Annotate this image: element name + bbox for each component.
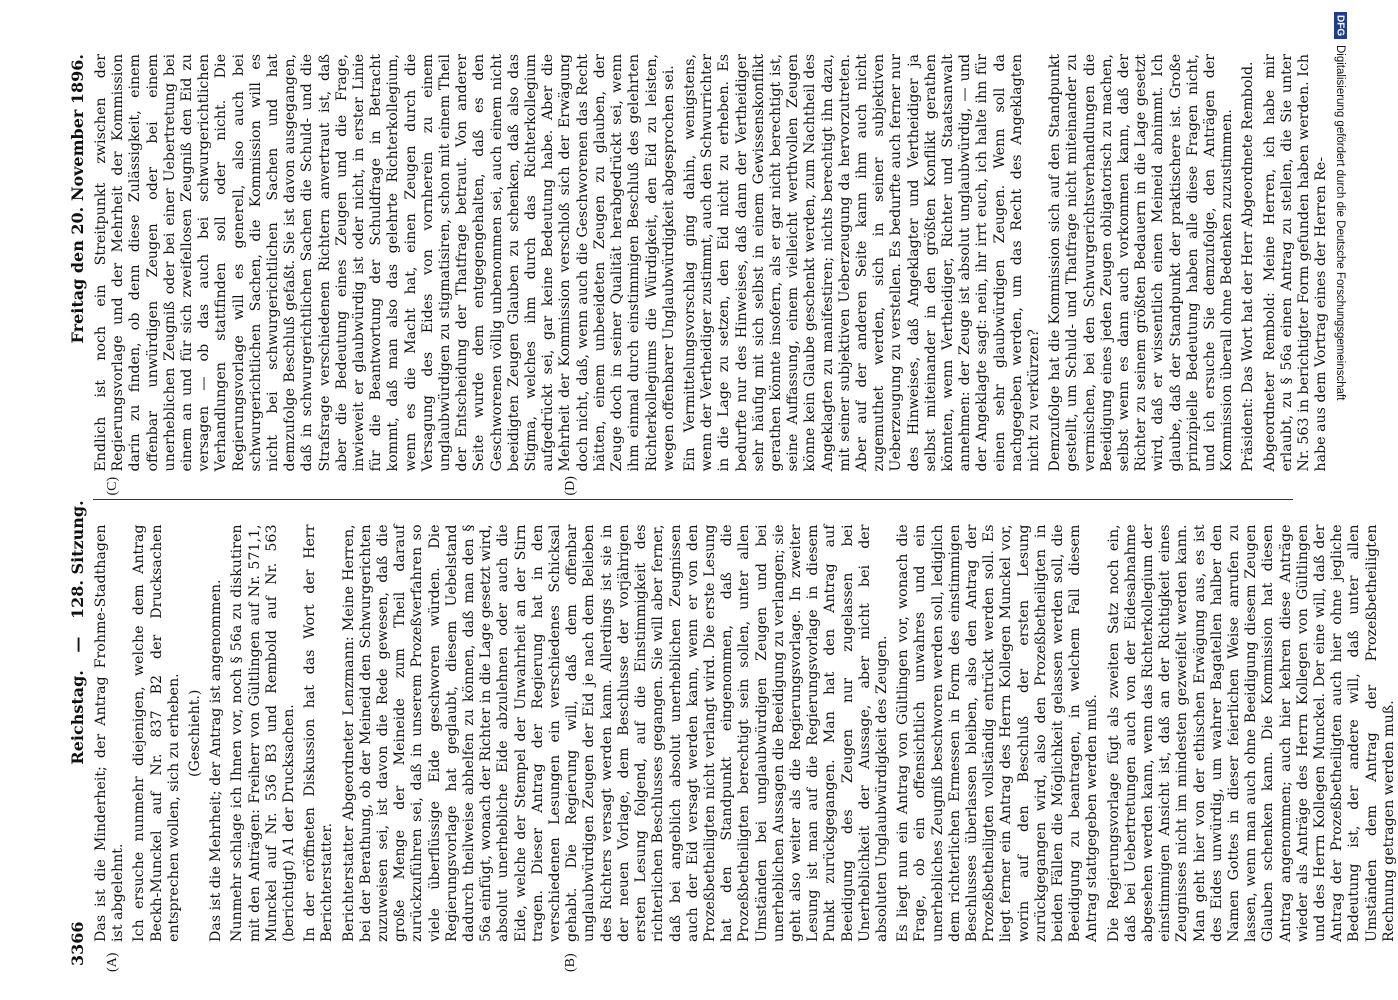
- paragraph: Das ist die Mehrheit; der Antrag ist angenommen.: [208, 579, 225, 942]
- margin-marker-c: (C): [105, 476, 120, 496]
- header-title-left: Reichstag.: [68, 670, 87, 765]
- funding-sidenote: [1335, 12, 1345, 988]
- paragraph: Präsident: Das Wort hat der Herr Abgeordnete Rembold.: [1240, 61, 1257, 472]
- header-title: [68, 343, 87, 921]
- header-separator: —: [68, 636, 87, 653]
- page-header: [68, 54, 87, 966]
- margin-marker-a: (A): [105, 952, 120, 972]
- paragraph: Endlich ist noch ein Streitpunkt zwischen der Regierungsvorlage und der Mehrheit der Kommission darin zu finden, ob denn diese Zulässigkeit, einem offenbar unwürdigen Zeugen oder bei einem unerheblichen Zeugniß oder bei einer Uebertretung bei einem an und für sich zweifellosen Zeugniß den Eid zu versagen — ob das auch bei schwurgerichtlichen Verhandlungen stattfinden soll oder nicht. Die Regierungsvorlage will es generell, also auch bei schwurgerichtlichen Sachen, die Kommission will es nicht bei schwurgerichtlichen Sachen und hat demzufolge Beschluß gefaßt. Sie ist davon ausgegangen, daß in schwurgerichtlichen Sachen die Schuld- und die Strafsrage verschiedenen Richtern anvertraut ist, daß aber die Bedeutung eines Zeugen und die Frage, inwieweit er glaubwürdig ist oder nicht, in erster Linie für die Beantwortung der Schuldfrage in Betracht kommt, daß man also das gelehrte Richterkollegium, wenn es die Macht hat, einen Zeugen durch die Versagung des Eides von vornherein zu einem unglaubwürdigen zu stigmatisiren, schon mit einem Theil der Entscheidung der Thatfrage betraut. Von anderer Seite wurde dem entgegengehalten, daß es den Geschworenen völlig unbenommen sei, auch einem nicht beeidigten Zeugen Glauben zu schenken, daß also das Stigma, welches ihm durch das Richterkollegium aufgedrückt sei, gar keine Bedeutung habe. Aber die Mehrheit der Kommission verschloß sich der Erwägung doch nicht, daß, wenn auch die Geschworenen das Recht hätten, einem unbeeideten Zeugen zu glauben, der Zeuge doch in seiner Qualität herabgedrückt sei, wenn ihm einmal durch einstimmigen Beschluß des gelehrten Richterkollegiums die Würdigkeit, den Eid zu leisten, wegen offenbarer Unglaubwürdigkeit abgesprochen sei.: [93, 54, 677, 472]
- paragraph: Die Regierungsvorlage fügt als zweiten Satz noch ein, daß bei Uebertretungen auch von der Eidesabnahme abgesehen werden kann, wenn das Richterkollegium der einstimmigen Ansicht ist, daß an der Richtigkeit eines Zeugnisses nicht im mindesten gezweifelt werden kann. Man geht hier von der ethischen Erwägung aus, es ist des Eides unwürdig, um wahrer Bagatellen halber den Namen Gottes in dieser feierlichen Weise anrufen zu lassen, wenn man auch ohne Beeidigung diesem Zeugen Glauben schenken kann. Die Kommission hat diesen Antrag angenommen; auch hier kehren diese Anträge wieder als Anträge des Herrn Kollegen von Gültlingen und des Herrn Kollegen Munckel. Der eine will, daß der Antrag der Prozeßbetheiligten auch hier ohne jegliche Bedeutung ist, der andere will, daß unter allen Umständen dem Antrag der Prozeßbetheiligten Rechnung getragen werden muß.: [1105, 524, 1397, 942]
- right-column: [93, 54, 1330, 501]
- paragraph: In der eröffneten Diskussion hat das Wort der Herr Berichterstatter.: [302, 524, 336, 942]
- margin-marker-b: (B): [563, 953, 578, 972]
- page-number: 3366: [68, 921, 87, 966]
- funding-text: Digitalisierung gefördert durch die Deutsche Forschungsgemeinschaft: [1334, 45, 1346, 401]
- dfg-logo: DFG: [1334, 12, 1347, 39]
- paragraph: Es liegt nun ein Antrag von Gültlingen vor, wonach die Frage, ob ein offensichtlich unwahres und ein unerhebliches Zeugniß beschworen werden soll, lediglich dem richterlichen Ermessen in Form des einstimmigen Beschlusses überlassen bleiben, also den Antrag der Prozeßbetheiligten vollständig entrückt werden soll. Es liegt ferner ein Antrag des Herrn Kollegen Munckel vor, worin auf den Beschluß der ersten Lesung zurückgegangen wird, also den Prozeßbetheiligten in beiden Fällen die Möglichkeit gelassen werden soll, die Beeidigung zu beantragen, in welchem Fall diesem Antrag stattgegeben werden muß.: [895, 524, 1101, 942]
- paragraph: Abgeordneter Rembold: Meine Herren, ich habe mir erlaubt, zu § 56a einen Antrag zu stellen, die Sie unter Nr. 563 in berichtigter Form gefunden haben werden. Ich habe aus dem Vortrag eines der Herren Re-: [1261, 54, 1330, 472]
- paragraph: (Geschieht.): [187, 689, 204, 777]
- header-session: 128. Sitzung.: [68, 500, 87, 619]
- paragraph: Demzufolge hat die Kommission sich auf den Standpunkt gestellt, um Schuld- und Thatfrage nicht miteinander zu vermischen, bei den Schwurgerichtsverhandlungen die Beeidigung eines jeden Zeugen obligatorisch zu machen, selbst wenn es dann auch vorkommen kann, daß der Richter zu seinem größten Bedauern in die Lage gesetzt wird, daß er wissentlich einen Meineid abnimmt. Ich glaube, daß der Standpunkt der praktischere ist. Große prinzipielle Bedeutung haben alle diese Fragen nicht, und ich ersuche Sie demzufolge, den Anträgen der Kommission überall ohne Bedenken zuzustimmen.: [1047, 54, 1236, 472]
- paragraph: Ich ersuche nunmehr diejenigen, welche dem Antrag Beckh-Munckel auf Nr. 837 B2 der Drucksachen entsprechen wollen, sich zu erheben.: [131, 524, 182, 942]
- margin-marker-d: (D): [563, 476, 578, 496]
- paragraph: Das ist die Minderheit; der Antrag Frohme-Stadthagen ist abgelehnt.: [93, 524, 127, 942]
- header-date: Freitag den 20. November 1896.: [68, 54, 87, 344]
- paragraph: Ein Vermittelungsvorschlag ging dahin, wenigstens, wenn der Vertheidiger zustimmt, auch den Schwurrichter in die Lage zu setzen, den Eid nicht zu erheben. Es bedurfte nur des Hinweises, daß dann der Vertheidiger sehr häufig mit sich selbst in einem Gewissenskonflikt gerathen könnte insofern, als er gar nicht berechtigt ist, seine Auffassung, einem vielleicht werthvollen Zeugen könne kein Glaube geschenkt werden, zum Nachtheil des Angeklagten zu manifestiren; nichts berechtigt ihn dazu, mit seiner subjektiven Ueberzeugung da hervorzutreten. Aber auf der anderen Seite kann ihm auch nicht zugemuthet werden, sich in seiner subjektiven Ueberzeugung zu verstellen. Es bedurfte auch ferner nur des Hinweises, daß Angeklagter und Vertheidiger ja selbst miteinander in den größten Konflikt gerathen könnten, wenn Vertheidiger, Richter und Staatsanwalt annehmen: der Zeuge ist absolut unglaubwürdig, — und der Angeklagte sagt: nein, ihr irrt euch, ich halte ihn für einen sehr glaubwürdigen Zeugen. Wenn soll da nachgegeben werden, um das Recht des Angeklagten nicht zu verkürzen?: [681, 54, 1042, 472]
- left-column: [93, 524, 1397, 972]
- paragraph: Berichterstatter Abgeordneter Lenzmann: Meine Herren, bei der Berathung, ob der Meineid den Schwurgerichten zuzuweisen sei, ist davon die Rede gewesen, daß die große Menge der Meineide zum Theil darauf zurückzuführen sei, daß in unserem Prozeßverfahren so viele überflüssige Eide geschworen würden. Die Regierungsvorlage hat geglaubt, diesem Uebelstand dadurch theilweise abhelfen zu können, daß man den § 56a einfügt, wonach der Richter in die Lage gesetzt wird, absolut unerhebliche Eide abzulehnen oder auch die Eide, welche der Stempel der Unwahrheit an der Stirn tragen. Dieser Antrag der Regierung hat in den verschiedenen Lesungen ein verschiedenes Schicksal gehabt. Die Regierung will, daß dem offenbar unglaubwürdigen Zeugen der Eid je nach dem Belieben des Richters versagt werden kann. Allerdings ist sie in der neuen Vorlage, dem Beschlusse der vorjährigen ersten Lesung folgend, auf die Einstimmigkeit des richterlichen Beschlusses gegangen. Sie will aber ferner, daß bei angeblich absolut unerheblichen Zeugnissen auch der Eid versagt werden kann, wenn er von den Prozeßbetheiligten nicht verlangt wird. Die erste Lesung hat den Standpunkt eingenommen, daß die Prozeßbetheiligten berechtigt sein sollen, unter allen Umständen bei unglaubwürdigen Zeugen und bei unerheblichen Aussagen die Beeidigung zu verlangen; sie geht also weiter als die Regierungsvorlage. In zweiter Lesung ist man auf die Regierungsvorlage in diesem Punkt zurückgegangen. Man hat den Antrag auf Beeidigung des Zeugen nur zugelassen bei Unerheblichkeit der Aussage, aber nicht bei der absoluten Unglaubwürdigkeit des Zeugen.: [340, 524, 890, 942]
- paragraph: Nunmehr schlage ich Ihnen vor, noch § 56a zu diskutiren mit den Anträgen: Freiherr von Gültlingen auf Nr. 571,1, Munckel auf Nr. 536 B3 und Rembold auf Nr. 563 (berichtigt) A1 der Drucksachen.: [229, 524, 298, 942]
